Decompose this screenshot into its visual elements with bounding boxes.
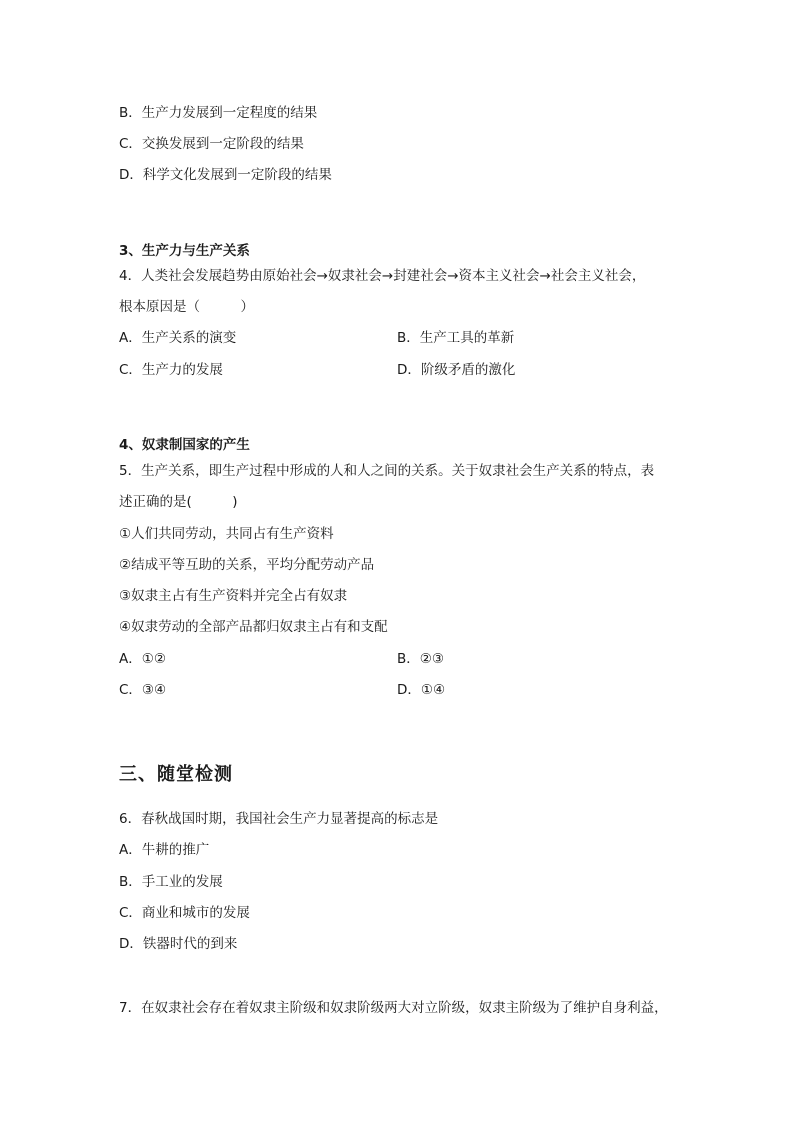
q5-option-a: A．①② xyxy=(119,651,166,667)
q5-stem-line1: 5．生产关系，即生产过程中形成的人和人之间的关系。关于奴隶社会生产关系的特点，表 xyxy=(119,463,655,479)
q4-option-a: A．生产关系的演变 xyxy=(119,330,237,346)
q5-stem-line2: 述正确的是( ) xyxy=(119,494,238,510)
q6-option-a: A．牛耕的推广 xyxy=(119,842,210,858)
q5-option-d: D．①④ xyxy=(397,682,446,698)
q7-stem-line1: 7．在奴隶社会存在着奴隶主阶级和奴隶阶级两大对立阶级，奴隶主阶级为了维护自身利益， xyxy=(119,1000,668,1016)
q4-option-c: C．生产力的发展 xyxy=(119,362,223,378)
q4-option-d: D．阶级矛盾的激化 xyxy=(397,362,516,378)
q5-option-c: C．③④ xyxy=(119,682,167,698)
q5-statement-2: ②结成平等互助的关系，平均分配劳动产品 xyxy=(119,557,375,573)
topic3-heading: 3、生产力与生产关系 xyxy=(119,243,250,259)
q4-stem-line2: 根本原因是（ ） xyxy=(119,299,254,315)
q6-option-d: D．铁器时代的到来 xyxy=(119,936,238,952)
q3-option-c: C．交换发展到一定阶段的结果 xyxy=(119,136,304,152)
q6-stem: 6．春秋战国时期，我国社会生产力显著提高的标志是 xyxy=(119,811,439,827)
q5-statement-4: ④奴隶劳动的全部产品都归奴隶主占有和支配 xyxy=(119,619,388,635)
topic4-heading: 4、奴隶制国家的产生 xyxy=(119,437,250,453)
q5-statement-3: ③奴隶主占有生产资料并完全占有奴隶 xyxy=(119,588,348,604)
q4-option-b: B．生产工具的革新 xyxy=(397,330,515,346)
q5-option-b: B．②③ xyxy=(397,651,444,667)
q6-option-c: C．商业和城市的发展 xyxy=(119,905,250,921)
q5-statement-1: ①人们共同劳动，共同占有生产资料 xyxy=(119,526,334,542)
q3-option-d: D．科学文化发展到一定阶段的结果 xyxy=(119,167,332,183)
q3-option-b: B．生产力发展到一定程度的结果 xyxy=(119,105,318,121)
q6-option-b: B．手工业的发展 xyxy=(119,874,223,890)
q4-stem-line1: 4．人类社会发展趋势由原始社会→奴隶社会→封建社会→资本主义社会→社会主义社会， xyxy=(119,268,646,284)
section3-title: 三、随堂检测 xyxy=(119,764,233,785)
